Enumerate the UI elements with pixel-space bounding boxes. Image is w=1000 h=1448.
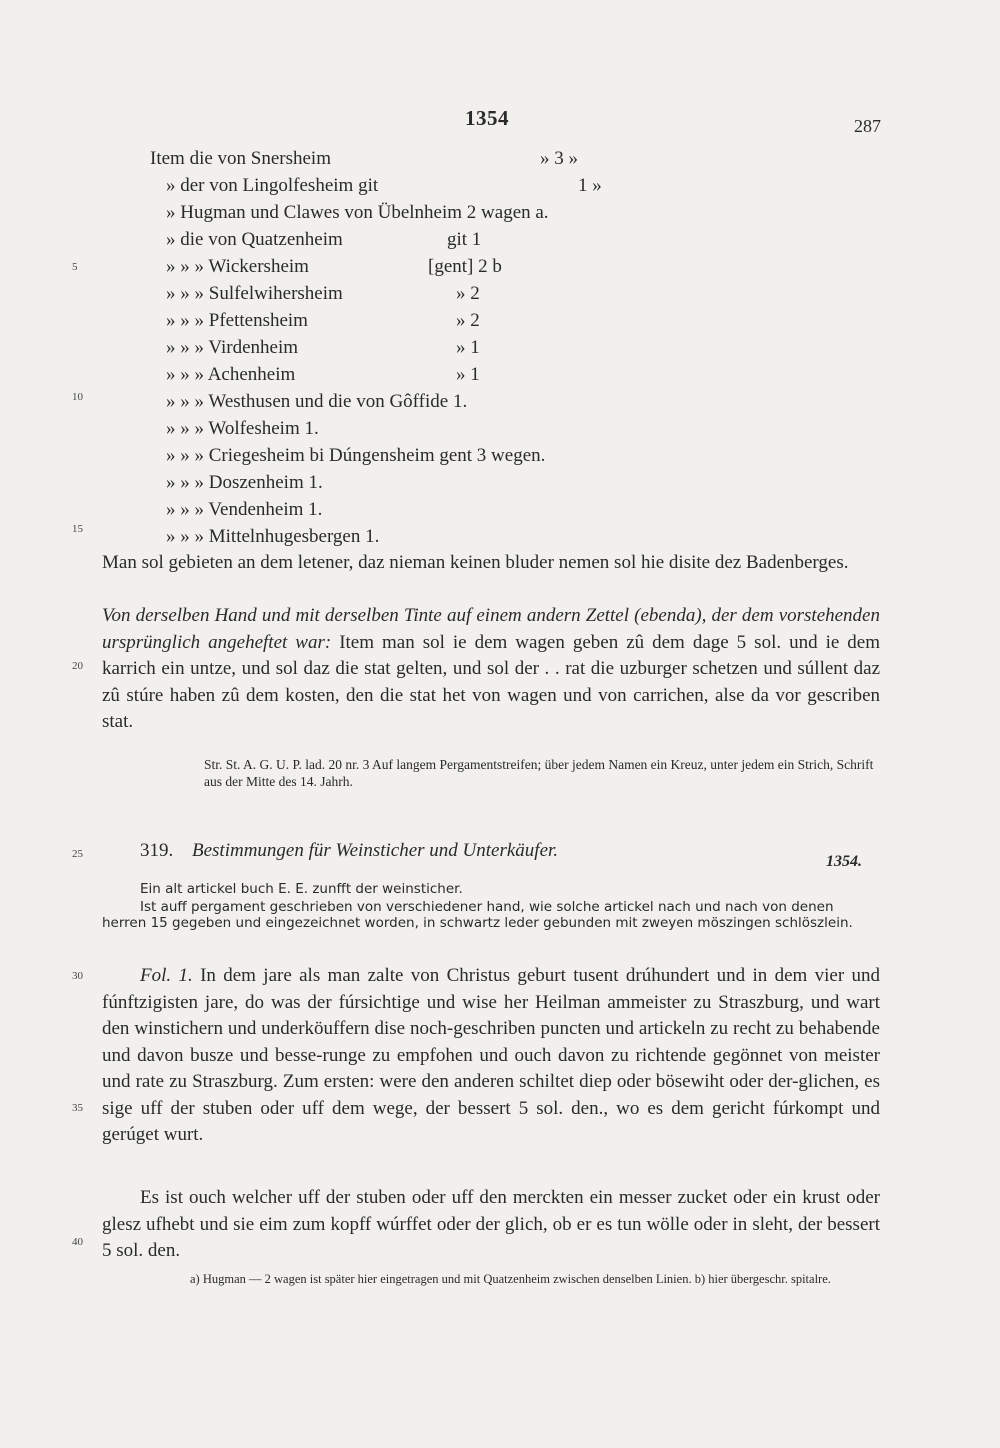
- list-item: » » » Pfettensheim: [166, 310, 308, 331]
- list-item-value: [gent] 2 b: [428, 256, 502, 277]
- list-item: » » » Achenheim: [166, 364, 296, 385]
- body-paragraph-1: [102, 963, 880, 1149]
- list-item-value: » 1: [456, 364, 480, 385]
- margin-line-number: 30: [72, 970, 83, 982]
- list-item-value: » 3 »: [540, 148, 578, 169]
- list-item: » » » Criegesheim bi Dúngensheim gent 3 wegen.: [166, 445, 546, 466]
- body-paragraph-2: Es ist ouch welcher uff der stuben oder uff den merckten ein messer zucket oder ein krust oder glesz ufhebt und sie eim zum kopff wúrffet oder der glich, ob er es tun wölle oder in sleht, der bessert 5 sol. den.: [102, 1187, 880, 1261]
- list-item: » die von Quatzenheim: [166, 229, 343, 250]
- list-item-value: » 2: [456, 283, 480, 304]
- folio-label: Fol. 1.: [140, 965, 193, 986]
- body-text: In dem jare als man zalte von Christus geburt tusent drúhundert und in dem vier und fúnftzigisten jare, do was der fúrsichtige und wise her Heilman ammeister zu Straszburg, und wart den winstichern und underköuffern dise noch-geschriben puncten und artickeln zu recht zu behabende und davon busze und besse-runge zu empfohen und ouch davon zu richtende gegönnet von meister und rate zu Straszburg. Zum ersten: were den anderen schiltet diep oder bösewiht oder der-glichen, es sige uff der stuben oder uff dem wege, der bessert 5 sol. den., wo es dem gericht fúrkompt und gerúget wurt.: [102, 965, 881, 1145]
- list-item: » » » Doszenheim 1.: [166, 472, 323, 493]
- margin-line-number: 25: [72, 848, 83, 860]
- margin-line-number: 10: [72, 391, 83, 403]
- list-item: » » » Wickersheim: [166, 256, 309, 277]
- margin-line-number: 5: [72, 261, 78, 273]
- list-item: » » » Vendenheim 1.: [166, 499, 323, 520]
- section-title: Bestimmungen für Weinsticher und Unterkäufer.: [192, 840, 559, 861]
- margin-line-number: 40: [72, 1236, 83, 1248]
- section-number: 319.: [140, 840, 174, 861]
- list-item: » » » Wolfesheim 1.: [166, 418, 319, 439]
- paragraph-text: Item man sol ie dem wagen geben zû dem dage 5 sol. und ie dem karrich ein untze, und sol daz die stat gelten, und sol der . . rat die uzburger schetzen und súllent daz zû stúre haben zû dem kosten, den die stat het von wagen und von carrichen, alse da vor gescriben stat.: [102, 631, 880, 732]
- list-item: » » » Mittelnhugesbergen 1.: [166, 526, 380, 547]
- editorial-note: Von derselben Hand und mit derselben Tinte auf einem andern Zettel (ebenda), der dem vorstehenden ursprünglich angeheftet war:: [102, 605, 880, 653]
- footnotes: a) Hugman — 2 wagen ist später hier eingetragen und mit Quatzenheim zwischen denselben Linien. b) hier übergeschr. spitalre.: [190, 1272, 831, 1286]
- list-item: » der von Lingolfesheim git: [166, 175, 379, 196]
- intro-line: Ein alt artickel buch E. E. zunfft der weinsticher.: [140, 881, 463, 897]
- list-item: » Hugman und Clawes von Übelnheim 2 wagen a.: [166, 202, 549, 223]
- list-item: » » » Westhusen und die von Gôffide 1.: [166, 391, 468, 412]
- list-item-value: git 1: [447, 229, 482, 250]
- list-item: » » » Virdenheim: [166, 337, 299, 358]
- list-item: » » » Sulfelwihersheim: [166, 283, 343, 304]
- list-item-value: » 2: [456, 310, 480, 331]
- paragraph-second-slip: [102, 603, 880, 736]
- margin-line-number: 20: [72, 660, 83, 672]
- margin-line-number: 15: [72, 523, 83, 535]
- source-note: Str. St. A. G. U. P. lad. 20 nr. 3 Auf langem Pergamentstreifen; über jedem Namen ein Kreuz, unter jedem ein Strich, Schrift aus der Mitte des 14. Jahrh.: [204, 757, 874, 789]
- list-item-value: » 1: [456, 337, 480, 358]
- section-year: 1354.: [826, 853, 862, 870]
- page-number: 287: [854, 116, 881, 136]
- margin-line-number: 35: [72, 1102, 83, 1114]
- section-heading: [140, 840, 558, 862]
- page-year-header: 1354: [465, 106, 509, 130]
- list-item: Item die von Snersheim: [150, 148, 331, 169]
- paragraph-letener: Man sol gebieten an dem letener, daz nieman keinen bluder nemen sol hie disite dez Badenberges.: [102, 552, 849, 573]
- intro-description: Ist auff pergament geschrieben von verschiedener hand, wie solche artickel nach und nach von denen herren 15 gegeben und eingezeichnet worden, in schwartz leder gebunden mit zweyen möszingen schlöszlein.: [102, 899, 853, 931]
- list-item-value: 1 »: [578, 175, 602, 196]
